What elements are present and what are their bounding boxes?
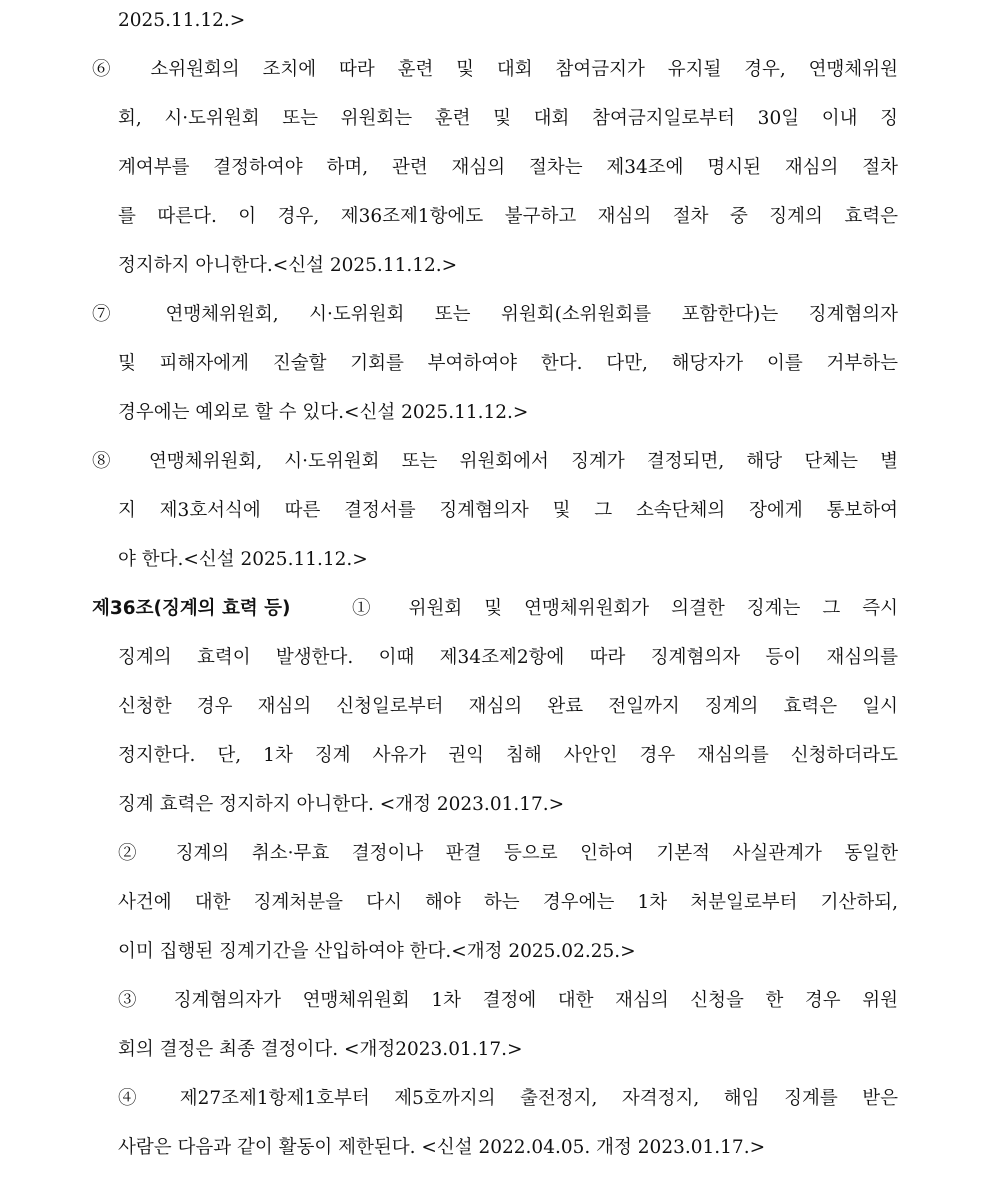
text-line [0,349,992,398]
article-36-heading: 제36조(징계의 효력 등) [92,598,291,619]
paragraph-8-line-2: 지 제3호서식에 따른 결정서를 징계혐의자 및 그 소속단체의 장에게 통보하여 [118,500,898,521]
text-line [0,839,992,888]
paragraph-6-line-5: 정지하지 아니한다.<신설 2025.11.12.> [118,255,458,276]
text-line [0,6,992,55]
text-line [0,1084,992,1133]
paragraph-7-line-3: 경우에는 예외로 할 수 있다.<신설 2025.11.12.> [118,402,529,423]
article-36-para-1-line-4: 정지한다. 단, 1차 징계 사유가 권익 침해 사안인 경우 재심의를 신청하더라도 [118,745,898,766]
text-line [0,300,992,349]
text-line [0,1035,992,1084]
text-line [0,741,992,790]
text-line [0,104,992,153]
article-36-para-3-line-2: 회의 결정은 최종 결정이다. <개정2023.01.17.> [118,1039,523,1060]
article-36-para-2-line-1: ② 징계의 취소·무효 결정이나 판결 등으로 인하여 기본적 사실관계가 동일한 [118,843,898,864]
paragraph-5-tail: 2025.11.12.> [118,10,246,31]
text-line [0,251,992,300]
text-line [0,55,992,104]
article-36-para-1-line-2: 징계의 효력이 발생한다. 이때 제34조제2항에 따라 징계혐의자 등이 재심의를 [118,647,898,668]
text-line [0,937,992,986]
paragraph-8-line-3: 야 한다.<신설 2025.11.12.> [118,549,368,570]
text-line [0,986,992,1035]
article-36-para-4-line-2: 사람은 다음과 같이 활동이 제한된다. <신설 2022.04.05. 개정 2023.01.17.> [118,1137,766,1158]
article-36-para-1-line-5: 징계 효력은 정지하지 아니한다. <개정 2023.01.17.> [118,794,565,815]
text-line [0,202,992,251]
text-line [0,153,992,202]
text-line [0,888,992,937]
article-36-para-1-line-3: 신청한 경우 재심의 신청일로부터 재심의 완료 전일까지 징계의 효력은 일시 [118,696,898,717]
paragraph-6-line-4: 를 따른다. 이 경우, 제36조제1항에도 불구하고 재심의 절차 중 징계의 효력은 [118,206,898,227]
paragraph-7-line-2: 및 피해자에게 진술할 기회를 부여하여야 한다. 다만, 해당자가 이를 거부하는 [118,353,898,374]
article-36-para-2-line-3: 이미 집행된 징계기간을 산입하여야 한다.<개정 2025.02.25.> [118,941,636,962]
text-line [0,496,992,545]
text-line [0,447,992,496]
text-line [0,545,992,594]
text-line [0,692,992,741]
paragraph-7-line-1: ⑦ 연맹체위원회, 시·도위원회 또는 위원회(소위원회를 포함한다)는 징계혐의자 [92,304,898,325]
text-line [0,643,992,692]
paragraph-6-line-2: 회, 시·도위원회 또는 위원회는 훈련 및 대회 참여금지일로부터 30일 이내 징 [118,108,898,129]
text-line [0,790,992,839]
paragraph-6-line-1: ⑥ 소위원회의 조치에 따라 훈련 및 대회 참여금지가 유지될 경우, 연맹체위원 [92,59,898,80]
article-36-para-4-line-1: ④ 제27조제1항제1호부터 제5호까지의 출전정지, 자격정지, 해임 징계를 받은 [118,1088,898,1109]
text-line [0,594,992,643]
article-36-para-2-line-2: 사건에 대한 징계처분을 다시 해야 하는 경우에는 1차 처분일로부터 기산하되, [118,892,898,913]
article-36-para-3-line-1: ③ 징계혐의자가 연맹체위원회 1차 결정에 대한 재심의 신청을 한 경우 위원 [118,990,898,1011]
text-line [0,398,992,447]
paragraph-8-line-1: ⑧ 연맹체위원회, 시·도위원회 또는 위원회에서 징계가 결정되면, 해당 단체는 별 [92,451,898,472]
paragraph-6-line-3: 계여부를 결정하여야 하며, 관련 재심의 절차는 제34조에 명시된 재심의 절차 [118,157,898,178]
article-36-para-1-line-1: ① 위원회 및 연맹체위원회가 의결한 징계는 그 즉시 [352,598,898,619]
